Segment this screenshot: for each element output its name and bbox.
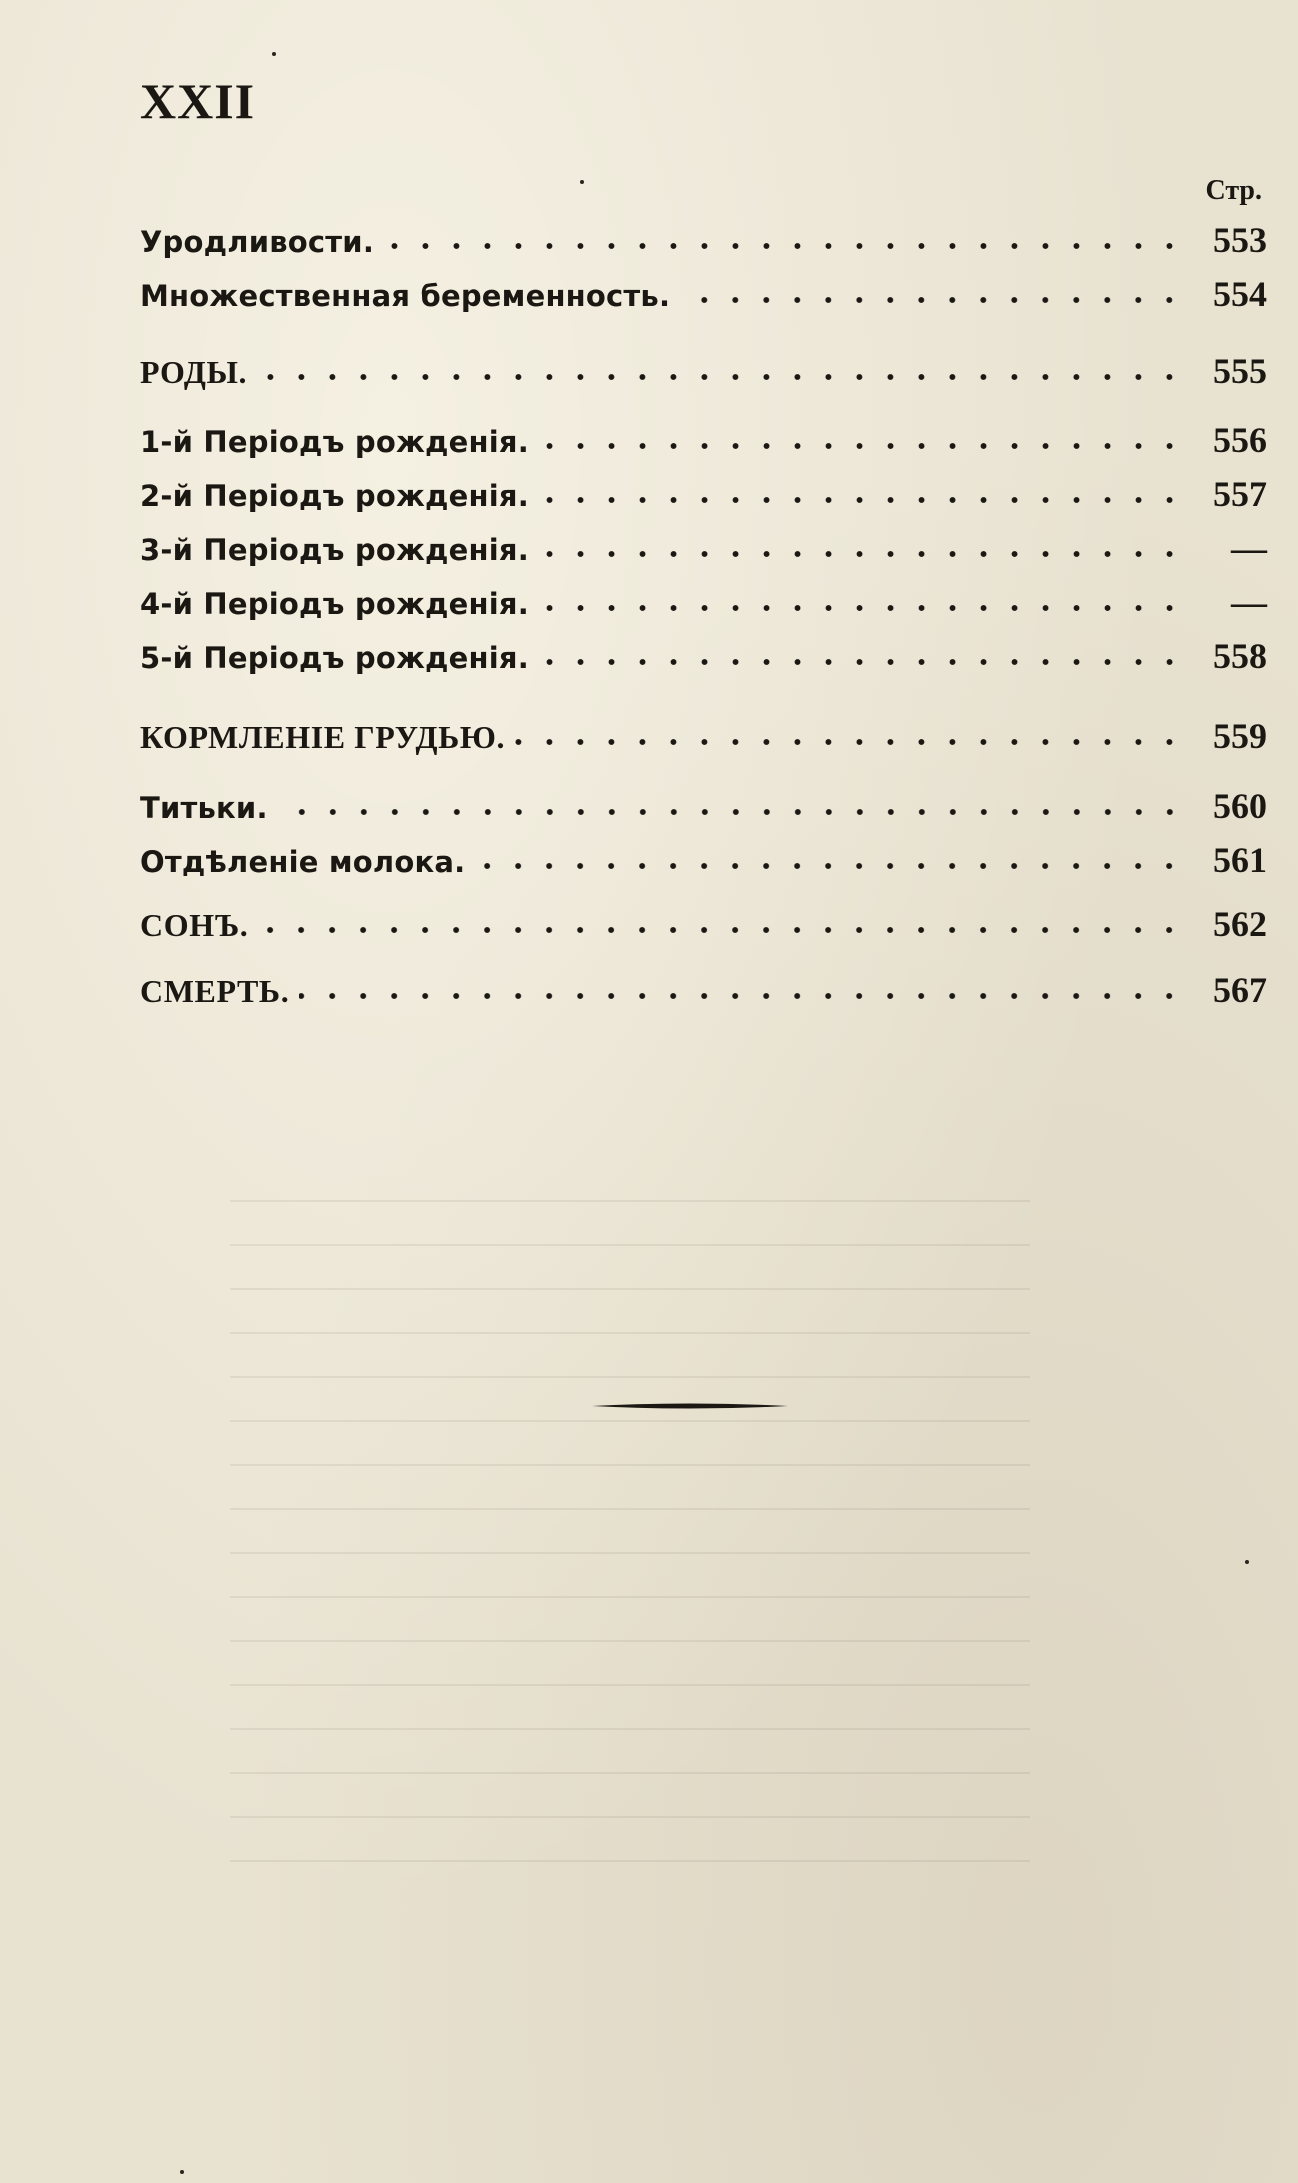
toc-entry — [140, 272, 1267, 316]
toc-entry-page: 562 — [1213, 904, 1267, 944]
toc-entry — [140, 418, 1267, 462]
toc-entry-label: РОДЫ. — [140, 354, 248, 390]
toc-entry-page: 561 — [1213, 840, 1267, 880]
closing-rule — [590, 1400, 790, 1412]
toc-entry — [140, 580, 1267, 624]
toc-entry-label: 1-й Періодъ рожденія. — [140, 425, 529, 459]
toc-entry-page: 554 — [1213, 274, 1267, 314]
dot-leader — [475, 861, 1185, 871]
dot-leader — [384, 241, 1185, 251]
toc-entry-label: 2-й Періодъ рожденія. — [140, 479, 529, 513]
toc-entry-page: 567 — [1213, 970, 1267, 1010]
toc-entry-label: Отдѣленіе молока. — [140, 845, 466, 879]
toc-entry-label: Титьки. — [140, 791, 268, 825]
dot-leader — [539, 603, 1185, 613]
dot-leader — [299, 991, 1185, 1001]
toc-section-heading — [140, 968, 1267, 1012]
dot-leader — [539, 495, 1185, 505]
toc-section-heading — [140, 349, 1267, 393]
toc-entry-page: 560 — [1213, 786, 1267, 826]
ink-speck — [580, 180, 584, 184]
toc-entry-label: Множественная беременность. — [140, 279, 671, 313]
toc-entry-label: КОРМЛЕНІЕ ГРУДЬЮ. — [140, 719, 506, 755]
toc-entry-page: 559 — [1213, 716, 1267, 756]
toc-entry — [140, 634, 1267, 678]
dot-leader — [278, 807, 1185, 817]
dot-leader — [539, 441, 1185, 451]
show-through-text — [230, 1200, 1030, 1900]
dot-leader — [680, 295, 1185, 305]
ink-speck — [180, 2170, 184, 2174]
toc-entry — [140, 784, 1267, 828]
toc-entry-page: 555 — [1213, 351, 1267, 391]
toc-entry-page: 558 — [1213, 636, 1267, 676]
toc-entry-label: 5-й Періодъ рожденія. — [140, 641, 529, 675]
toc-entry — [140, 526, 1267, 570]
toc-entry-page: — — [1231, 582, 1267, 622]
page-column-heading: Стр. — [1205, 175, 1262, 206]
toc-entry-label: СМЕРТЬ. — [140, 973, 290, 1009]
toc-section-heading — [140, 902, 1267, 946]
dot-leader — [258, 925, 1185, 935]
dot-leader — [539, 657, 1185, 667]
dot-leader — [539, 549, 1185, 559]
ink-speck — [1245, 1560, 1249, 1564]
toc-entry-label: 3-й Періодъ рожденія. — [140, 533, 529, 567]
page-number: XXII — [140, 73, 256, 129]
dot-leader — [257, 372, 1185, 382]
toc-entry — [140, 472, 1267, 516]
toc-entry — [140, 218, 1267, 262]
toc-section-heading — [140, 714, 1267, 758]
toc-entry-label: 4-й Періодъ рожденія. — [140, 587, 529, 621]
toc-entry — [140, 838, 1267, 882]
toc-entry-page: 553 — [1213, 220, 1267, 260]
toc-entry-page: — — [1231, 528, 1267, 568]
toc-entry-label: СОНЪ. — [140, 907, 249, 943]
toc-entry-page: 557 — [1213, 474, 1267, 514]
dot-leader — [515, 737, 1185, 747]
ink-speck — [272, 52, 276, 56]
toc-entry-page: 556 — [1213, 420, 1267, 460]
toc-entry-label: Уродливости. — [140, 225, 375, 259]
